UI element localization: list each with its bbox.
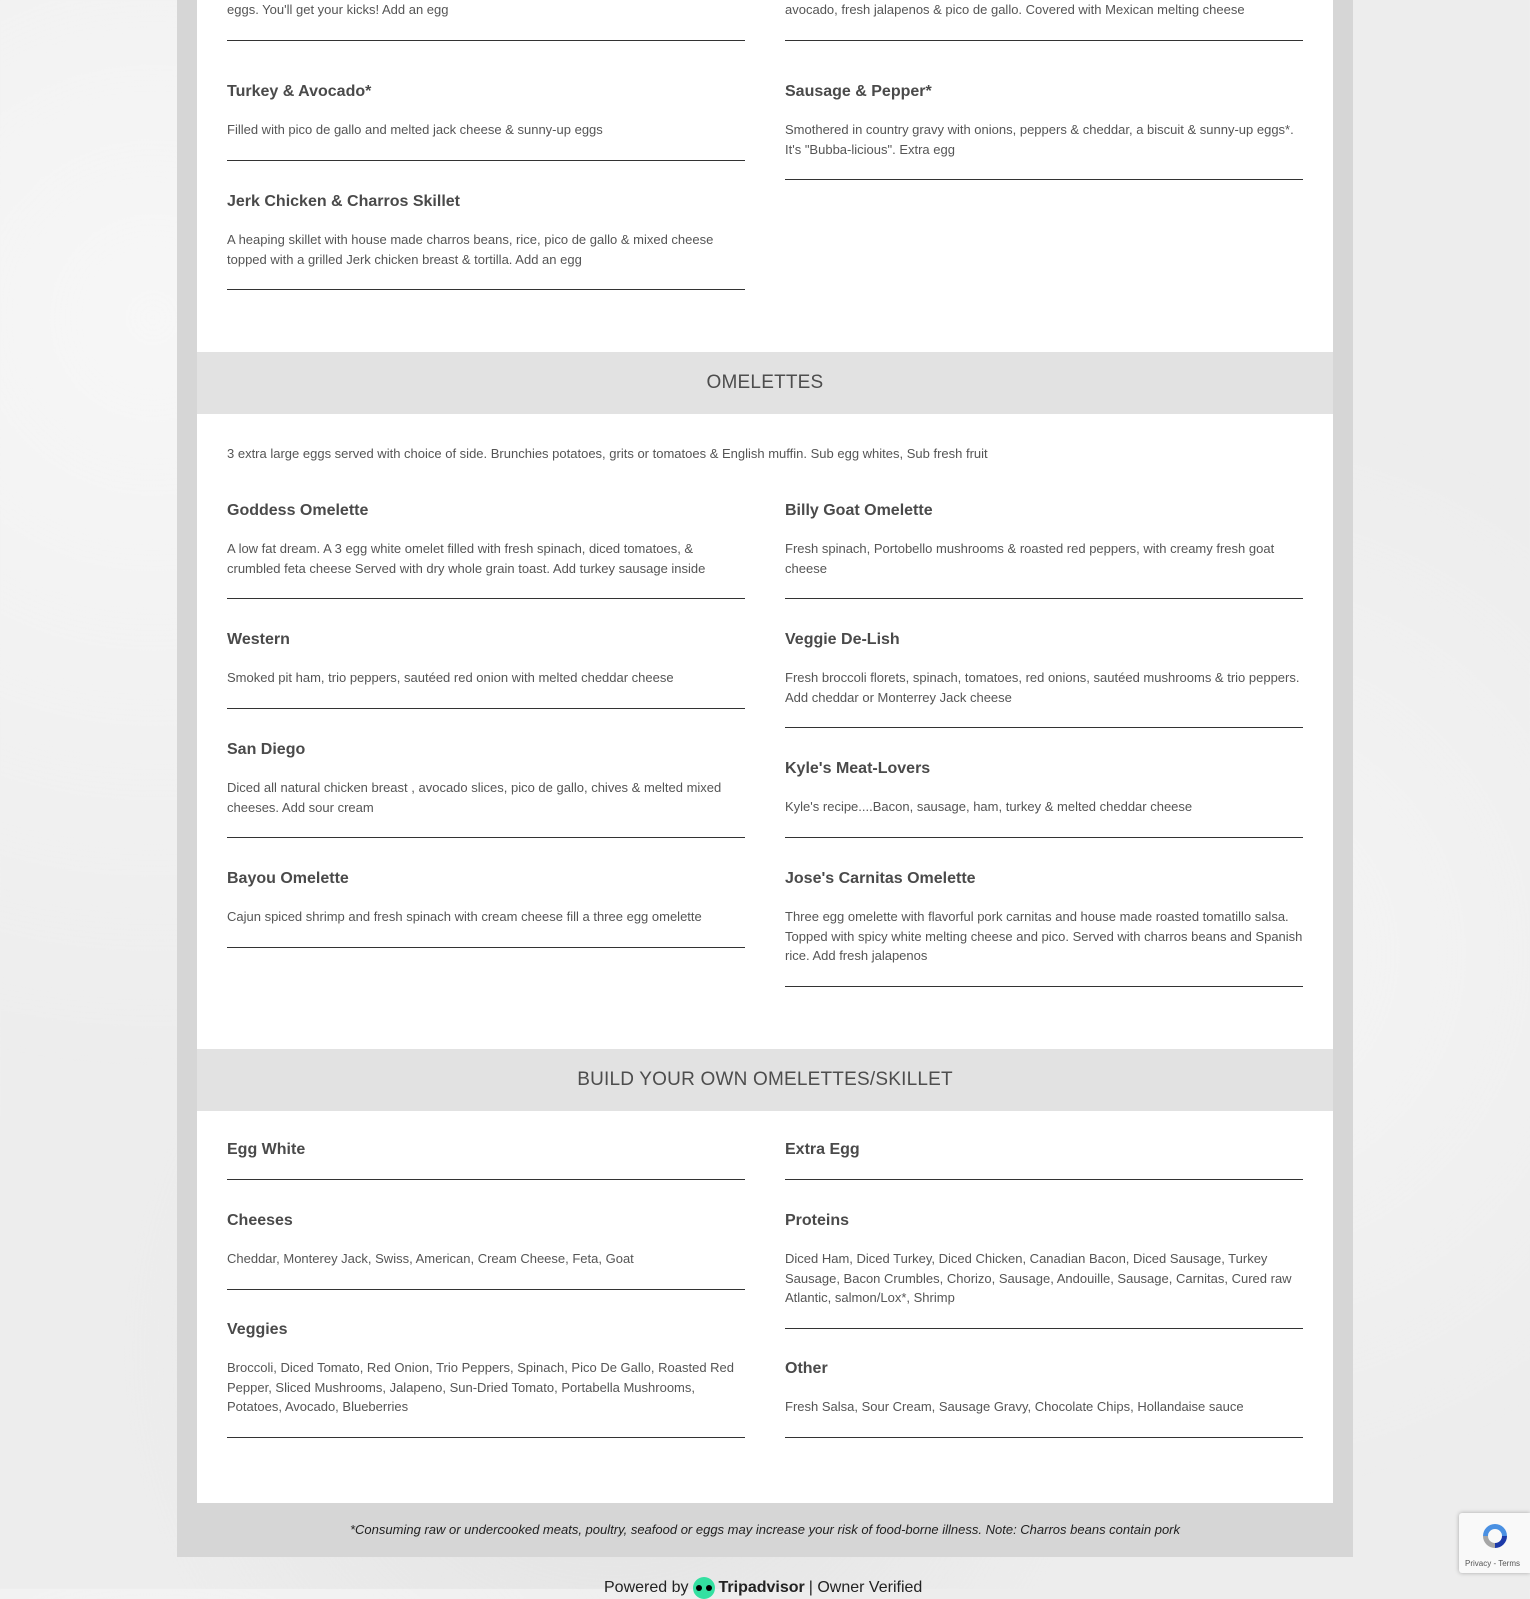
menu-item-description: Fresh Salsa, Sour Cream, Sausage Gravy, Chocolate Chips, Hollandaise sauce bbox=[785, 1399, 1244, 1414]
menu-item-description: Diced Ham, Diced Turkey, Diced Chicken, Canadian Bacon, Diced Sausage, Turkey Sausage, Bacon Crumbles, Chorizo, Sausage, Andouille, Sausage, Carnitas, Cured raw Atlantic, salmon/Lox*, Shrimp bbox=[785, 1251, 1292, 1305]
menu-item-veggie-de-lish bbox=[785, 630, 1303, 728]
menu-item-other bbox=[785, 1359, 1303, 1438]
menu-item-turkey-avocado bbox=[227, 82, 745, 161]
food-safety-disclaimer: *Consuming raw or undercooked meats, poultry, seafood or eggs may increase your risk of food-borne illness. Note: Charros beans contain pork bbox=[349, 1522, 1180, 1537]
menu-item-goddess-omelette bbox=[227, 501, 745, 599]
menu-item-name: San Diego bbox=[227, 741, 306, 758]
menu-item-bayou-omelette bbox=[227, 869, 745, 948]
tripadvisor-owl-icon bbox=[693, 1577, 715, 1599]
menu-item-corned-beef-hash bbox=[227, 0, 745, 41]
recaptcha-privacy-link[interactable]: Privacy bbox=[1465, 1559, 1492, 1568]
menu-item-description: Diced all natural chicken breast , avocado slices, pico de gallo, chives & melted mixed cheeses. Add sour cream bbox=[227, 780, 722, 815]
menu-item-kyles-meat-lovers bbox=[785, 759, 1303, 838]
menu-item-description: eggs. You'll get your kicks! Add an egg bbox=[227, 1, 449, 17]
menu-item-joses-carnitas-omelette bbox=[785, 869, 1303, 987]
menu-item-description: Cajun spiced shrimp and fresh spinach with cream cheese fill a three egg omelette bbox=[227, 909, 702, 924]
menu-item-name: Jose's Carnitas Omelette bbox=[785, 870, 976, 887]
menu-item-san-diego bbox=[227, 740, 745, 838]
section-title: OMELETTES bbox=[706, 372, 824, 393]
tripadvisor-brand: Tripadvisor bbox=[718, 1579, 805, 1596]
menu-item-jerk-chicken bbox=[227, 192, 745, 290]
menu-frame bbox=[177, 0, 1353, 1557]
menu-item-name: Bayou Omelette bbox=[227, 870, 349, 887]
recaptcha-separator: - bbox=[1493, 1559, 1497, 1568]
menu-item-billy-goat-omelette bbox=[785, 501, 1303, 599]
menu-item-description: Filled with pico de gallo and melted jack cheese & sunny-up eggs bbox=[227, 122, 603, 137]
section-title: BUILD YOUR OWN OMELETTES/SKILLET bbox=[577, 1069, 953, 1090]
menu-item-name: Western bbox=[227, 631, 290, 648]
menu-item-name: Sausage & Pepper* bbox=[785, 83, 932, 100]
menu-item-name: Billy Goat Omelette bbox=[785, 502, 933, 519]
menu-item-name: Kyle's Meat-Lovers bbox=[785, 760, 931, 777]
menu-item-veggies bbox=[227, 1320, 745, 1438]
section-header-build-your-own bbox=[197, 1049, 1333, 1111]
menu-item-name: Proteins bbox=[785, 1212, 850, 1229]
menu-item-description: A heaping skillet with house made charros beans, rice, pico de gallo & mixed cheese topped with a grilled Jerk chicken breast & tortilla. Add an egg bbox=[227, 232, 714, 267]
menu-item-name: Cheeses bbox=[227, 1212, 293, 1229]
owner-verified-label: | Owner Verified bbox=[808, 1579, 923, 1596]
menu-item-description: Kyle's recipe....Bacon, sausage, ham, turkey & melted cheddar cheese bbox=[785, 799, 1193, 814]
menu-item-name: Egg White bbox=[227, 1141, 306, 1158]
menu-item-name: Goddess Omelette bbox=[227, 502, 369, 519]
powered-by-label: Powered by bbox=[604, 1579, 689, 1596]
recaptcha-badge[interactable] bbox=[1459, 1513, 1530, 1573]
menu-item-description: Fresh spinach, Portobello mushrooms & roasted red peppers, with creamy fresh goat cheese bbox=[785, 541, 1275, 576]
menu-item-description: A low fat dream. A 3 egg white omelet filled with fresh spinach, diced tomatoes, & crumbled feta cheese Served with dry whole grain toast. Add turkey sausage inside bbox=[227, 541, 706, 576]
menu-item-cheeses bbox=[227, 1211, 745, 1290]
powered-by-tripadvisor[interactable] bbox=[604, 1577, 922, 1599]
menu-item-description: Broccoli, Diced Tomato, Red Onion, Trio Peppers, Spinach, Pico De Gallo, Roasted Red Pepper, Sliced Mushrooms, Jalapeno, Sun-Dried Tomato, Portabella Mushrooms, Potatoes, Avocado, Blueberries bbox=[227, 1360, 735, 1414]
menu-item-name: Veggies bbox=[227, 1321, 288, 1338]
menu-item-egg-white bbox=[227, 1140, 745, 1180]
recaptcha-links bbox=[1465, 1559, 1520, 1568]
recaptcha-terms-link[interactable]: Terms bbox=[1498, 1559, 1520, 1568]
menu-item-name: Other bbox=[785, 1360, 828, 1377]
menu-card bbox=[197, 0, 1333, 1503]
section-header-omelettes bbox=[197, 352, 1333, 414]
menu-item-sausage-pepper bbox=[785, 82, 1303, 180]
menu-item-description: Cheddar, Monterey Jack, Swiss, American, Cream Cheese, Feta, Goat bbox=[227, 1251, 634, 1266]
recaptcha-icon bbox=[1480, 1521, 1510, 1551]
menu-item-name: Veggie De-Lish bbox=[785, 631, 900, 648]
menu-item-description: Smothered in country gravy with onions, peppers & cheddar, a biscuit & sunny-up eggs*. It's "Bubba-licious". Extra egg bbox=[785, 122, 1294, 157]
menu-item-proteins bbox=[785, 1211, 1303, 1329]
menu-item-western bbox=[227, 630, 745, 709]
menu-item-chorizo-fries bbox=[785, 0, 1303, 41]
menu-item-extra-egg bbox=[785, 1140, 1303, 1180]
menu-item-description: avocado, fresh jalapenos & pico de gallo. Covered with Mexican melting cheese bbox=[785, 1, 1245, 17]
menu-item-name: Extra Egg bbox=[785, 1141, 860, 1158]
menu-item-name: Jerk Chicken & Charros Skillet bbox=[227, 193, 460, 210]
menu-item-description: Fresh broccoli florets, spinach, tomatoes, red onions, sautéed mushrooms & trio peppers. Add cheddar or Monterrey Jack cheese bbox=[785, 670, 1300, 705]
menu-item-name: Turkey & Avocado* bbox=[227, 83, 372, 100]
section-intro: 3 extra large eggs served with choice of side. Brunchies potatoes, grits or tomatoes & English muffin. Sub egg whites, Sub fresh fruit bbox=[227, 446, 988, 461]
menu-item-description: Smoked pit ham, trio peppers, sautéed red onion with melted cheddar cheese bbox=[227, 670, 674, 685]
menu-item-description: Three egg omelette with flavorful pork carnitas and house made roasted tomatillo salsa. Topped with spicy white melting cheese and pico. Served with charros beans and Spanish rice. Add fresh jalapenos bbox=[785, 909, 1303, 963]
